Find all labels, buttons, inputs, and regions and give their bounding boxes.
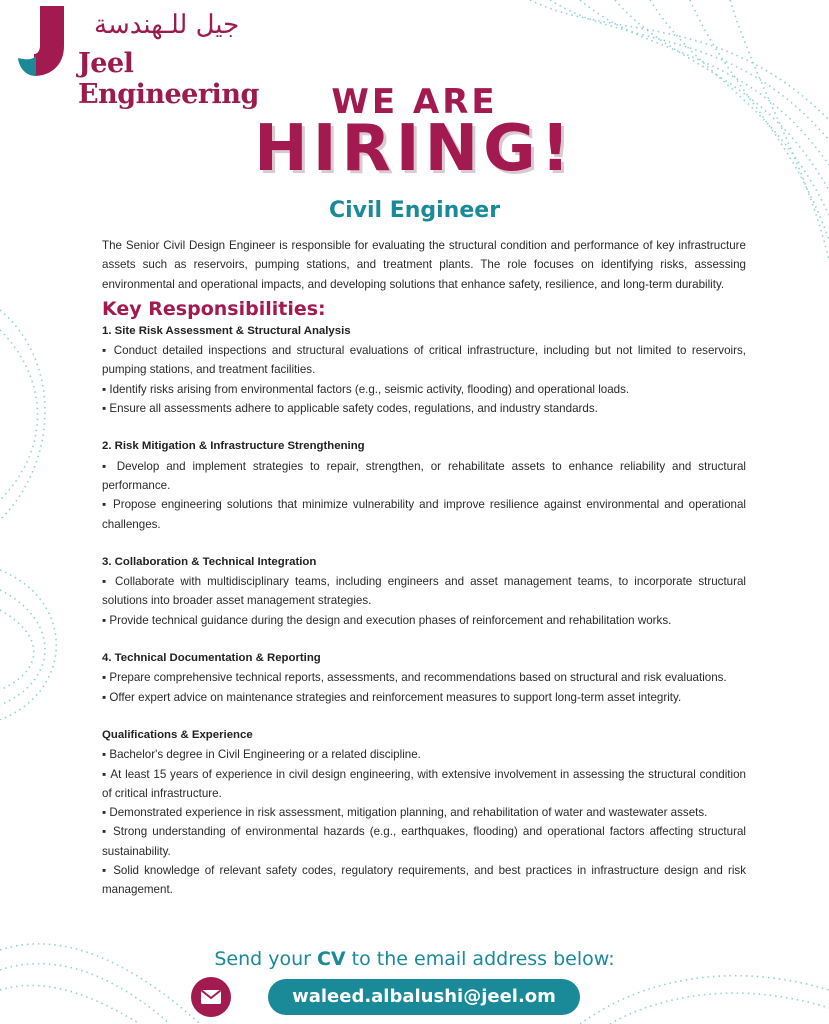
- section-title: 3. Collaboration & Technical Integration: [102, 555, 317, 568]
- cta-bold: CV: [316, 948, 346, 970]
- headline-we-are: WE ARE: [331, 82, 498, 122]
- list-item: ▪ Strong understanding of environmental hazards (e.g., earthquakes, flooding) and operational factors affecting structural sustainability.: [102, 822, 746, 861]
- job-title: Civil Engineer: [328, 198, 501, 223]
- cta-suffix: to the email address below:: [345, 948, 615, 970]
- list-item: ▪ Propose engineering solutions that minimize vulnerability and improve resilience against environmental and operational challenges.: [102, 495, 746, 534]
- list-item: ▪ Identify risks arising from environmental factors (e.g., seismic activity, flooding) and operational loads.: [102, 380, 746, 399]
- logo-arabic-text: جيل للـهندسة: [94, 10, 240, 40]
- list-item: ▪ Provide technical guidance during the design and execution phases of reinforcement and rehabilitation works.: [102, 611, 746, 630]
- section-title: Qualifications & Experience: [102, 728, 253, 741]
- list-item: ▪ Ensure all assessments adhere to applicable safety codes, regulations, and industry standards.: [102, 399, 746, 418]
- list-item: ▪ Demonstrated experience in risk assessment, mitigation planning, and rehabilitation of water and wastewater assets.: [102, 803, 746, 822]
- logo-english-text: Jeel Engineering: [78, 48, 259, 110]
- list-item: ▪ Bachelor's degree in Civil Engineering or a related discipline.: [102, 745, 746, 764]
- list-item: ▪ Collaborate with multidisciplinary teams, including engineers and asset management teams, to incorporate structural solutions into broader asset management strategies.: [102, 572, 746, 611]
- section-title: 1. Site Risk Assessment & Structural Analysis: [102, 324, 351, 337]
- list-item: ▪ Offer expert advice on maintenance strategies and reinforcement measures to support long-term asset integrity.: [102, 688, 746, 707]
- section-title: 2. Risk Mitigation & Infrastructure Strengthening: [102, 440, 365, 453]
- cta-prefix: Send your: [214, 948, 317, 970]
- list-item: ▪ Develop and implement strategies to repair, strengthen, or rehabilitate assets to enhance reliability and structural performance.: [102, 457, 746, 496]
- company-logo: [16, 6, 276, 110]
- job-description: [102, 236, 746, 900]
- intro-paragraph: The Senior Civil Design Engineer is responsible for evaluating the structural condition and performance of key infrastructure assets such as reservoirs, pumping stations, and treatment plants. The role focuses on identifying risks, assessing environmental and operational impacts, and developing solutions that enhance safety, resilience, and long-term durability.: [102, 239, 746, 291]
- jeel-logo-mark: [16, 6, 66, 76]
- email-address-link[interactable]: waleed.albalushi@jeel.om: [268, 979, 580, 1015]
- section-documentation: [102, 649, 746, 707]
- list-item: ▪ At least 15 years of experience in civil design engineering, with extensive involvement in assessing the structural condition of critical infrastructure.: [102, 765, 746, 804]
- cta-text: [0, 948, 829, 970]
- wave-decoration-left: [0, 300, 80, 720]
- section-site-risk: [102, 322, 746, 418]
- section-title: 4. Technical Documentation & Reporting: [102, 652, 321, 665]
- list-item: ▪ Prepare comprehensive technical reports, assessments, and recommendations based on structural and risk evaluations.: [102, 668, 746, 687]
- envelope-icon: [191, 977, 231, 1017]
- wave-decoration-bottom-left: [0, 930, 200, 1024]
- headline-hiring: HIRING!: [254, 112, 575, 186]
- section-risk-mitigation: [102, 437, 746, 533]
- list-item: ▪ Solid knowledge of relevant safety codes, regulatory requirements, and best practices in infrastructure design and risk management.: [102, 861, 746, 900]
- section-collaboration: [102, 553, 746, 630]
- mail-button[interactable]: [191, 977, 231, 1017]
- section-qualifications: [102, 726, 746, 900]
- responsibilities-heading: Key Responsibilities:: [102, 297, 326, 320]
- list-item: ▪ Conduct detailed inspections and structural evaluations of critical infrastructure, including but not limited to reservoirs, pumping stations, and treatment facilities.: [102, 341, 746, 380]
